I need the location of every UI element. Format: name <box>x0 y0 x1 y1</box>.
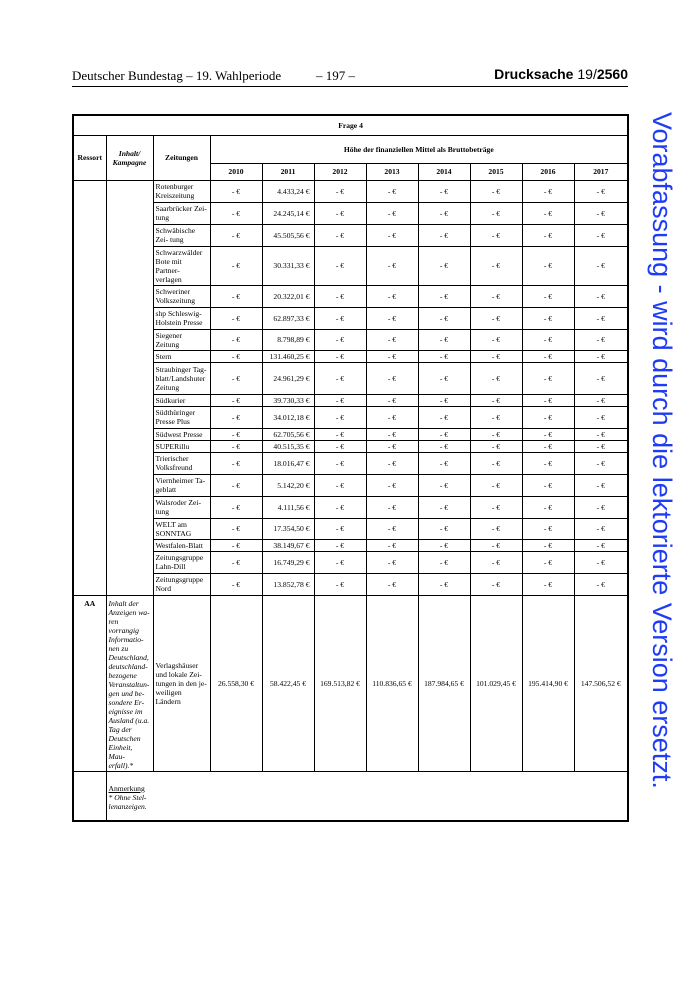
table-row <box>73 539 628 551</box>
newspaper-name: Südkurier <box>153 394 210 406</box>
amount-cell: - € <box>314 518 366 539</box>
amount-cell: - € <box>470 329 522 350</box>
newspaper-name: Rotenburger Kreiszeitung <box>153 180 210 202</box>
amount-cell: - € <box>210 496 262 518</box>
amount-cell: - € <box>470 428 522 440</box>
amount-cell: 24.245,14 € <box>262 202 314 224</box>
amount-cell: 5.142,20 € <box>262 474 314 496</box>
amount-cell: - € <box>314 394 366 406</box>
amount-cell: - € <box>210 224 262 246</box>
amount-cell: - € <box>210 551 262 573</box>
amount-cell: 39.730,33 € <box>262 394 314 406</box>
amount-cell: - € <box>210 428 262 440</box>
amount-cell: - € <box>574 202 628 224</box>
amount-cell: - € <box>418 573 470 595</box>
amount-cell: - € <box>470 362 522 394</box>
amount-cell: - € <box>574 518 628 539</box>
amount-cell: - € <box>366 307 418 329</box>
amount-cell: - € <box>470 202 522 224</box>
amount-cell: - € <box>574 440 628 452</box>
amount-cell: - € <box>470 539 522 551</box>
amount-cell: - € <box>418 452 470 474</box>
amount-cell: - € <box>366 474 418 496</box>
note-text: * Ohne Stel- lenanzeigen. <box>108 792 147 811</box>
amount-cell: - € <box>366 246 418 285</box>
amount-cell: - € <box>210 440 262 452</box>
amount-cell: - € <box>366 350 418 362</box>
amount-cell: - € <box>418 307 470 329</box>
amount-cell: - € <box>470 350 522 362</box>
amount-cell: - € <box>314 539 366 551</box>
table-row <box>73 350 628 362</box>
amount-cell: - € <box>574 551 628 573</box>
table-row <box>73 362 628 394</box>
amount-cell: - € <box>522 246 574 285</box>
amount-cell-aa: 58.422,45 € <box>262 595 314 771</box>
ressort-header: Ressort <box>73 135 106 180</box>
table-row <box>73 452 628 474</box>
inhalt-cell-empty <box>106 180 153 595</box>
amount-cell: - € <box>522 518 574 539</box>
amount-cell: - € <box>314 496 366 518</box>
year-header: 2014 <box>418 163 470 180</box>
amount-cell: - € <box>210 539 262 551</box>
amount-cell: - € <box>210 202 262 224</box>
amount-cell: - € <box>418 362 470 394</box>
amount-cell: - € <box>574 496 628 518</box>
amount-cell-aa: 147.506,52 € <box>574 595 628 771</box>
amount-cell: - € <box>522 539 574 551</box>
amount-cell: - € <box>314 350 366 362</box>
amount-cell: - € <box>210 474 262 496</box>
inhalt-header: Inhalt/ Kampagne <box>106 135 153 180</box>
amount-cell: - € <box>522 329 574 350</box>
note-title: Anmerkung <box>108 783 145 793</box>
newspaper-name: Stern <box>153 350 210 362</box>
newspaper-name: Südthüringer Presse Plus <box>153 406 210 428</box>
newspaper-name: Zeitungsgruppe Nord <box>153 573 210 595</box>
amount-cell: 62.897,33 € <box>262 307 314 329</box>
amount-cell: - € <box>210 180 262 202</box>
amount-cell: - € <box>418 224 470 246</box>
amount-cell: - € <box>366 394 418 406</box>
amount-cell: - € <box>574 573 628 595</box>
amount-cell: - € <box>210 362 262 394</box>
amount-cell: - € <box>574 285 628 307</box>
year-header: 2011 <box>262 163 314 180</box>
amount-cell: - € <box>314 573 366 595</box>
amount-cell: - € <box>314 307 366 329</box>
page-header <box>72 66 628 86</box>
year-header: 2013 <box>366 163 418 180</box>
amount-cell: - € <box>418 180 470 202</box>
amount-cell: - € <box>418 551 470 573</box>
amount-cell: - € <box>210 307 262 329</box>
inhalt-aa: Inhalt der Anzeigen wa- ren vorrangig Informatio- nen zu Deutschland, deutschland- bezogene Veranstaltun- gen und be- sondere Er- eignisse im Ausland (u.a. Tag der Deutschen Einheit, Mau- erfall).* <box>106 595 153 771</box>
table-row <box>73 329 628 350</box>
table-row <box>73 202 628 224</box>
amount-cell: - € <box>366 539 418 551</box>
amount-cell: - € <box>470 496 522 518</box>
amount-cell: - € <box>522 285 574 307</box>
amount-cell: - € <box>418 496 470 518</box>
amount-cell: - € <box>418 518 470 539</box>
amount-cell: - € <box>210 285 262 307</box>
amount-cell-aa: 195.414,90 € <box>522 595 574 771</box>
amount-cell: - € <box>210 394 262 406</box>
amount-cell: - € <box>210 350 262 362</box>
newspaper-name: Westfalen-Blatt <box>153 539 210 551</box>
amount-cell: - € <box>366 496 418 518</box>
table-row <box>73 551 628 573</box>
year-header: 2017 <box>574 163 628 180</box>
amount-cell: - € <box>470 518 522 539</box>
amount-cell: - € <box>574 362 628 394</box>
amount-cell: - € <box>418 428 470 440</box>
amount-cell: - € <box>418 440 470 452</box>
amount-cell: - € <box>418 285 470 307</box>
year-header: 2015 <box>470 163 522 180</box>
amount-cell: - € <box>314 452 366 474</box>
zeitungen-aa: Verlagshäuser und lokale Zei- tungen in den je- weiligen Ländern <box>153 595 210 771</box>
amount-cell: - € <box>574 428 628 440</box>
amount-cell: - € <box>574 350 628 362</box>
amount-cell: - € <box>470 307 522 329</box>
funding-table-container <box>72 114 627 822</box>
funding-table <box>72 114 629 822</box>
amount-cell: - € <box>366 224 418 246</box>
newspaper-name: WELT am SONNTAG <box>153 518 210 539</box>
newspaper-name: Trierischer Volksfreund <box>153 452 210 474</box>
amount-cell: - € <box>574 474 628 496</box>
amount-cell: - € <box>574 224 628 246</box>
amount-cell: - € <box>574 307 628 329</box>
amount-cell: - € <box>522 394 574 406</box>
table-row <box>73 496 628 518</box>
year-header: 2012 <box>314 163 366 180</box>
header-page-number: – 197 – <box>316 68 355 83</box>
amount-cell: - € <box>522 307 574 329</box>
amount-cell: - € <box>314 180 366 202</box>
table-row <box>73 518 628 539</box>
amount-cell: - € <box>314 246 366 285</box>
amount-cell: - € <box>418 329 470 350</box>
amount-cell: 30.331,33 € <box>262 246 314 285</box>
amount-cell: - € <box>522 180 574 202</box>
amount-cell: - € <box>366 180 418 202</box>
ressort-cell-empty <box>73 180 106 595</box>
amount-cell: - € <box>366 518 418 539</box>
amount-cell: - € <box>210 329 262 350</box>
amount-cell: - € <box>470 406 522 428</box>
amount-cell: - € <box>522 551 574 573</box>
amount-cell-aa: 110.836,65 € <box>366 595 418 771</box>
amount-cell: 45.505,56 € <box>262 224 314 246</box>
amount-cell-aa: 169.513,82 € <box>314 595 366 771</box>
newspaper-name: Schwäbische Zei- tung <box>153 224 210 246</box>
amount-cell: - € <box>314 474 366 496</box>
amount-cell: - € <box>470 440 522 452</box>
amount-cell: - € <box>210 452 262 474</box>
amount-cell: - € <box>470 452 522 474</box>
frage-heading: Frage 4 <box>73 115 628 135</box>
amount-cell: - € <box>470 394 522 406</box>
amount-cell: - € <box>366 362 418 394</box>
table-row-aa <box>73 595 628 771</box>
amount-cell: - € <box>470 224 522 246</box>
newspaper-name: Saarbrücker Zei- tung <box>153 202 210 224</box>
amount-cell-aa: 101.029,45 € <box>470 595 522 771</box>
header-publisher: Deutscher Bundestag – 19. Wahlperiode <box>72 68 282 83</box>
amount-cell: 4.111,56 € <box>262 496 314 518</box>
amount-cell: 24.961,29 € <box>262 362 314 394</box>
amount-cell: - € <box>522 452 574 474</box>
amount-cell: - € <box>574 246 628 285</box>
table-row <box>73 406 628 428</box>
amount-cell: - € <box>366 452 418 474</box>
newspaper-name: Siegener Zeitung <box>153 329 210 350</box>
amount-cell: - € <box>210 406 262 428</box>
amount-cell: - € <box>366 440 418 452</box>
amount-cell: - € <box>314 428 366 440</box>
amount-cell: - € <box>314 440 366 452</box>
amount-cell: - € <box>470 551 522 573</box>
newspaper-name: Viernheimer Ta- geblatt <box>153 474 210 496</box>
table-row <box>73 224 628 246</box>
amount-cell: - € <box>366 406 418 428</box>
table-row <box>73 180 628 202</box>
amount-cell: 18.016,47 € <box>262 452 314 474</box>
amount-cell: - € <box>522 350 574 362</box>
amount-cell: - € <box>522 440 574 452</box>
amount-cell: - € <box>418 474 470 496</box>
amount-cell: - € <box>314 202 366 224</box>
amount-cell: - € <box>366 202 418 224</box>
header-rule <box>72 86 628 87</box>
table-row <box>73 394 628 406</box>
amount-cell: - € <box>418 406 470 428</box>
amount-cell: - € <box>314 551 366 573</box>
amount-cell: 38.149,67 € <box>262 539 314 551</box>
draft-watermark: Vorabfassung - wird durch die lektorierte Version ersetzt. <box>647 112 677 789</box>
amount-cell: - € <box>210 246 262 285</box>
table-row <box>73 307 628 329</box>
ressort-aa: AA <box>73 595 106 771</box>
amount-cell: - € <box>314 329 366 350</box>
amount-cell-aa: 187.984,65 € <box>418 595 470 771</box>
table-row <box>73 474 628 496</box>
amount-cell: - € <box>418 539 470 551</box>
newspaper-name: SUPERillu <box>153 440 210 452</box>
newspaper-name: Südwest Presse <box>153 428 210 440</box>
amount-cell: 131.460,25 € <box>262 350 314 362</box>
amount-cell: - € <box>366 551 418 573</box>
amount-cell: - € <box>418 246 470 285</box>
table-row <box>73 285 628 307</box>
amount-cell: - € <box>470 180 522 202</box>
amount-cell: 16.749,29 € <box>262 551 314 573</box>
table-row <box>73 246 628 285</box>
amount-cell: - € <box>470 573 522 595</box>
header-drucksache <box>494 66 628 82</box>
newspaper-name: Zeitungsgruppe Lahn-Dill <box>153 551 210 573</box>
amount-cell: - € <box>574 452 628 474</box>
drucksache-label: Drucksache <box>494 66 574 82</box>
amount-cell: - € <box>470 474 522 496</box>
newspaper-name: Schwarzwälder Bote mit Partner- verlagen <box>153 246 210 285</box>
amount-cell: - € <box>574 329 628 350</box>
amount-cell: - € <box>366 428 418 440</box>
amount-cell: 20.322,01 € <box>262 285 314 307</box>
amount-cell: - € <box>522 224 574 246</box>
zeitungen-header: Zeitungen <box>153 135 210 180</box>
amount-cell: - € <box>366 285 418 307</box>
amount-cell: 13.852,78 € <box>262 573 314 595</box>
amount-cell: - € <box>574 394 628 406</box>
amount-cell: - € <box>574 539 628 551</box>
newspaper-name: Schweriner Volkszeitung <box>153 285 210 307</box>
amount-cell: - € <box>314 362 366 394</box>
amount-cell: 8.798,89 € <box>262 329 314 350</box>
amount-cell: - € <box>522 428 574 440</box>
amount-header: Höhe der finanziellen Mittel als Bruttobeträge <box>210 135 628 163</box>
newspaper-name: Straubinger Tag- blatt/Landshuter Zeitung <box>153 362 210 394</box>
amount-cell: 17.354,50 € <box>262 518 314 539</box>
amount-cell: - € <box>470 285 522 307</box>
amount-cell: - € <box>314 406 366 428</box>
amount-cell: - € <box>522 573 574 595</box>
amount-cell-aa: 26.558,30 € <box>210 595 262 771</box>
amount-cell: 34.012,18 € <box>262 406 314 428</box>
newspaper-name: shp Schleswig- Holstein Presse <box>153 307 210 329</box>
year-header: 2010 <box>210 163 262 180</box>
note-row <box>73 771 628 821</box>
amount-cell: - € <box>366 573 418 595</box>
note-cell <box>106 771 628 821</box>
amount-cell: - € <box>522 406 574 428</box>
table-row <box>73 428 628 440</box>
newspaper-name: Walsroder Zei- tung <box>153 496 210 518</box>
amount-cell: - € <box>470 246 522 285</box>
amount-cell: - € <box>314 285 366 307</box>
amount-cell: - € <box>418 350 470 362</box>
year-header: 2016 <box>522 163 574 180</box>
amount-cell: - € <box>210 518 262 539</box>
amount-cell: 40.515,35 € <box>262 440 314 452</box>
note-ressort-empty <box>73 771 106 821</box>
amount-cell: - € <box>574 180 628 202</box>
amount-cell: 4.433,24 € <box>262 180 314 202</box>
amount-cell: - € <box>314 224 366 246</box>
drucksache-number: 2560 <box>596 66 628 82</box>
amount-cell: - € <box>522 362 574 394</box>
amount-cell: - € <box>522 474 574 496</box>
amount-cell: - € <box>418 394 470 406</box>
table-row <box>73 440 628 452</box>
drucksache-prefix: 19/ <box>577 66 597 82</box>
amount-cell: - € <box>574 406 628 428</box>
amount-cell: - € <box>418 202 470 224</box>
amount-cell: - € <box>522 496 574 518</box>
table-row <box>73 573 628 595</box>
amount-cell: - € <box>522 202 574 224</box>
amount-cell: - € <box>210 573 262 595</box>
amount-cell: 62.705,56 € <box>262 428 314 440</box>
amount-cell: - € <box>366 329 418 350</box>
